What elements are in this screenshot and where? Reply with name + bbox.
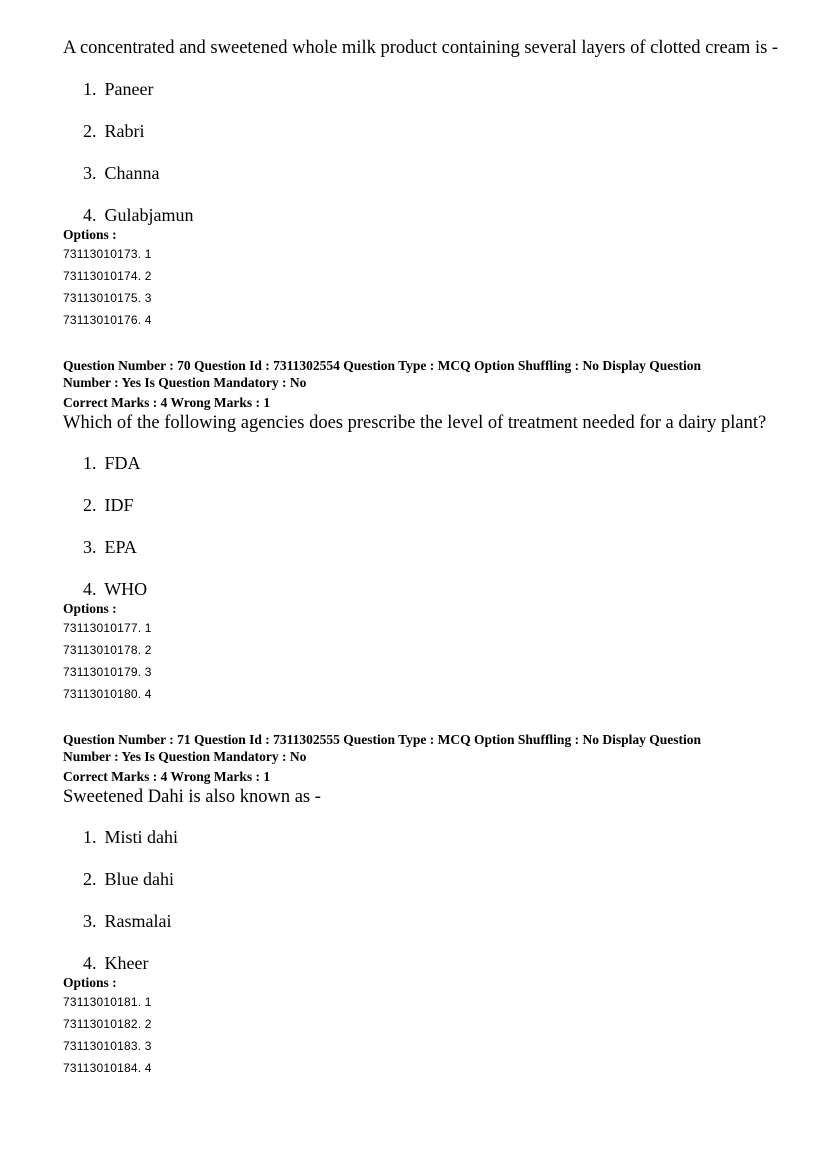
choice: 2. Blue dahi <box>83 869 174 889</box>
choice: 2. IDF <box>83 495 134 515</box>
options-label: Options : <box>63 227 117 242</box>
option-id: 73113010173. 1 <box>63 247 152 261</box>
choice: 1. Misti dahi <box>83 827 179 847</box>
choice: 1. FDA <box>83 453 141 473</box>
option-id: 73113010183. 3 <box>63 1039 152 1053</box>
option-id: 73113010177. 1 <box>63 621 152 635</box>
choice: 3. EPA <box>83 537 137 557</box>
marks-line: Correct Marks : 4 Wrong Marks : 1 <box>63 769 271 784</box>
options-label: Options : <box>63 601 117 616</box>
option-id: 73113010178. 2 <box>63 643 152 657</box>
question-71-meta <box>63 731 783 785</box>
choice: 3. Rasmalai <box>83 911 172 931</box>
meta-line: Question Number : 70 Question Id : 7311302554 Question Type : MCQ Option Shuffling : No Display Question <box>63 358 701 373</box>
option-id: 73113010175. 3 <box>63 291 152 305</box>
choice: 4. WHO <box>83 579 148 599</box>
choice: 2. Rabri <box>83 121 145 141</box>
choice: 3. Channa <box>83 163 160 183</box>
question-page <box>63 36 783 1079</box>
question-71-choices <box>63 825 783 975</box>
option-id: 73113010180. 4 <box>63 687 152 701</box>
choice: 1. Paneer <box>83 79 154 99</box>
meta-line: Number : Yes Is Question Mandatory : No <box>63 375 307 390</box>
question-69-option-ids <box>63 243 783 331</box>
option-id: 73113010176. 4 <box>63 313 152 327</box>
option-id: 73113010181. 1 <box>63 995 152 1009</box>
question-70-text: Which of the following agencies does prescribe the level of treatment needed for a dairy plant? <box>63 413 767 433</box>
choice: 4. Gulabjamun <box>83 205 194 225</box>
options-label: Options : <box>63 975 117 990</box>
question-70-option-ids <box>63 617 783 705</box>
option-id: 73113010179. 3 <box>63 665 152 679</box>
marks-line: Correct Marks : 4 Wrong Marks : 1 <box>63 395 271 410</box>
question-69-text: A concentrated and sweetened whole milk product containing several layers of clotted cream is - <box>63 38 779 58</box>
meta-line: Number : Yes Is Question Mandatory : No <box>63 749 307 764</box>
option-id: 73113010184. 4 <box>63 1061 152 1075</box>
question-70-choices <box>63 451 783 601</box>
choice: 4. Kheer <box>83 953 149 973</box>
meta-line: Question Number : 71 Question Id : 7311302555 Question Type : MCQ Option Shuffling : No Display Question <box>63 732 701 747</box>
question-69-choices <box>63 77 783 227</box>
question-71-text: Sweetened Dahi is also known as - <box>63 787 321 807</box>
option-id: 73113010182. 2 <box>63 1017 152 1031</box>
option-id: 73113010174. 2 <box>63 269 152 283</box>
question-70-meta <box>63 357 783 411</box>
question-71-option-ids <box>63 991 783 1079</box>
